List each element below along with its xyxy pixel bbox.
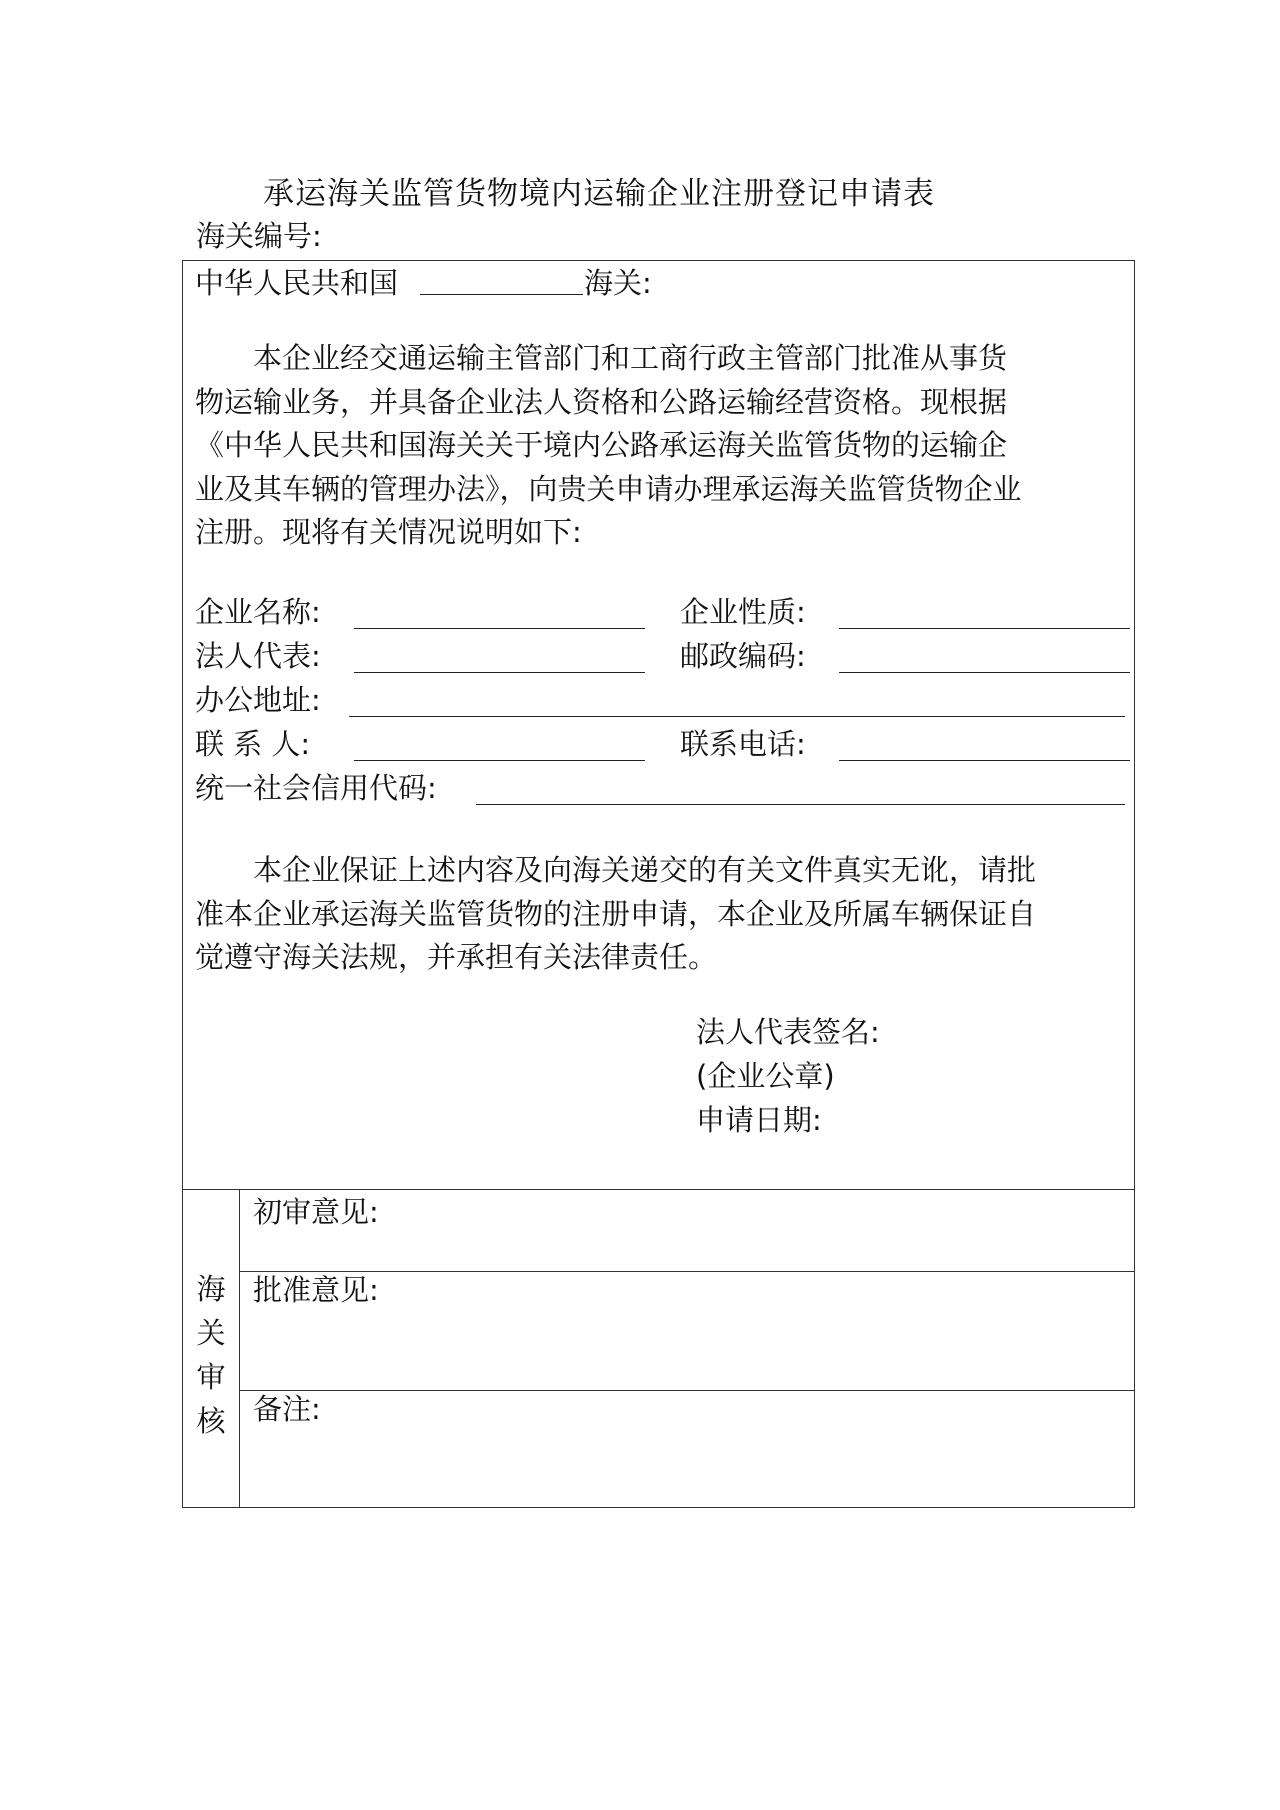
form-title: 承运海关监管货物境内运输企业注册登记申请表 — [263, 176, 935, 212]
intro-line: 物运输业务，并具备企业法人资格和公路运输经营资格。现根据 — [195, 384, 1008, 419]
intro-paragraph — [195, 337, 1135, 555]
company-seal-label: (企业公章) — [696, 1059, 835, 1093]
office-address-blank[interactable] — [349, 716, 1125, 717]
customs-name-blank[interactable] — [420, 294, 583, 295]
application-form — [182, 260, 1135, 1508]
company-nature-label: 企业性质: — [680, 595, 806, 629]
addressee-prefix: 中华人民共和国 — [195, 266, 399, 300]
initial-opinion-label: 初审意见: — [253, 1195, 379, 1229]
office-address-label: 办公地址: — [195, 683, 321, 717]
review-row-divider — [239, 1271, 1134, 1272]
postal-code-label: 邮政编码: — [680, 639, 806, 673]
review-row-divider — [239, 1390, 1134, 1391]
intro-line: 业及其车辆的管理办法》，向贵关申请办理承运海关监管货物企业 — [195, 471, 1022, 506]
contact-phone-label: 联系电话: — [680, 727, 806, 761]
review-vertical-label: 海 关 审 核 — [196, 1272, 226, 1438]
guarantee-line: 本企业保证上述内容及向海关递交的有关文件真实无讹，请批 — [195, 853, 1037, 887]
contact-person-blank[interactable] — [354, 760, 645, 761]
postal-code-blank[interactable] — [839, 672, 1130, 673]
review-column-divider — [239, 1189, 240, 1507]
approval-opinion-label: 批准意见: — [253, 1273, 379, 1307]
customs-number-label: 海关编号: — [196, 219, 322, 253]
company-nature-blank[interactable] — [839, 628, 1130, 629]
guarantee-line: 觉遵守海关法规，并承担有关法律责任。 — [195, 940, 718, 974]
contact-phone-blank[interactable] — [839, 760, 1130, 761]
remarks-label: 备注: — [253, 1392, 321, 1426]
review-section-divider — [183, 1189, 1134, 1190]
guarantee-line: 准本企业承运海关监管货物的注册申请，本企业及所属车辆保证自 — [195, 896, 1037, 931]
contact-person-label: 联 系 人: — [195, 727, 311, 761]
company-name-label: 企业名称: — [195, 595, 321, 629]
intro-line: 注册。现将有关情况说明如下: — [195, 515, 582, 549]
application-date-label: 申请日期: — [696, 1103, 822, 1137]
credit-code-label: 统一社会信用代码: — [195, 771, 437, 805]
intro-line: 《中华人民共和国海关关于境内公路承运海关监管货物的运输企 — [195, 428, 1008, 462]
company-name-blank[interactable] — [354, 628, 645, 629]
addressee-suffix: 海关: — [584, 266, 652, 300]
credit-code-blank[interactable] — [476, 804, 1125, 805]
legal-rep-signature-label: 法人代表签名: — [696, 1015, 880, 1049]
intro-line: 本企业经交通运输主管部门和工商行政主管部门批准从事货 — [195, 341, 1008, 375]
legal-rep-blank[interactable] — [354, 672, 645, 673]
legal-rep-label: 法人代表: — [195, 639, 321, 673]
guarantee-paragraph — [195, 849, 1135, 980]
